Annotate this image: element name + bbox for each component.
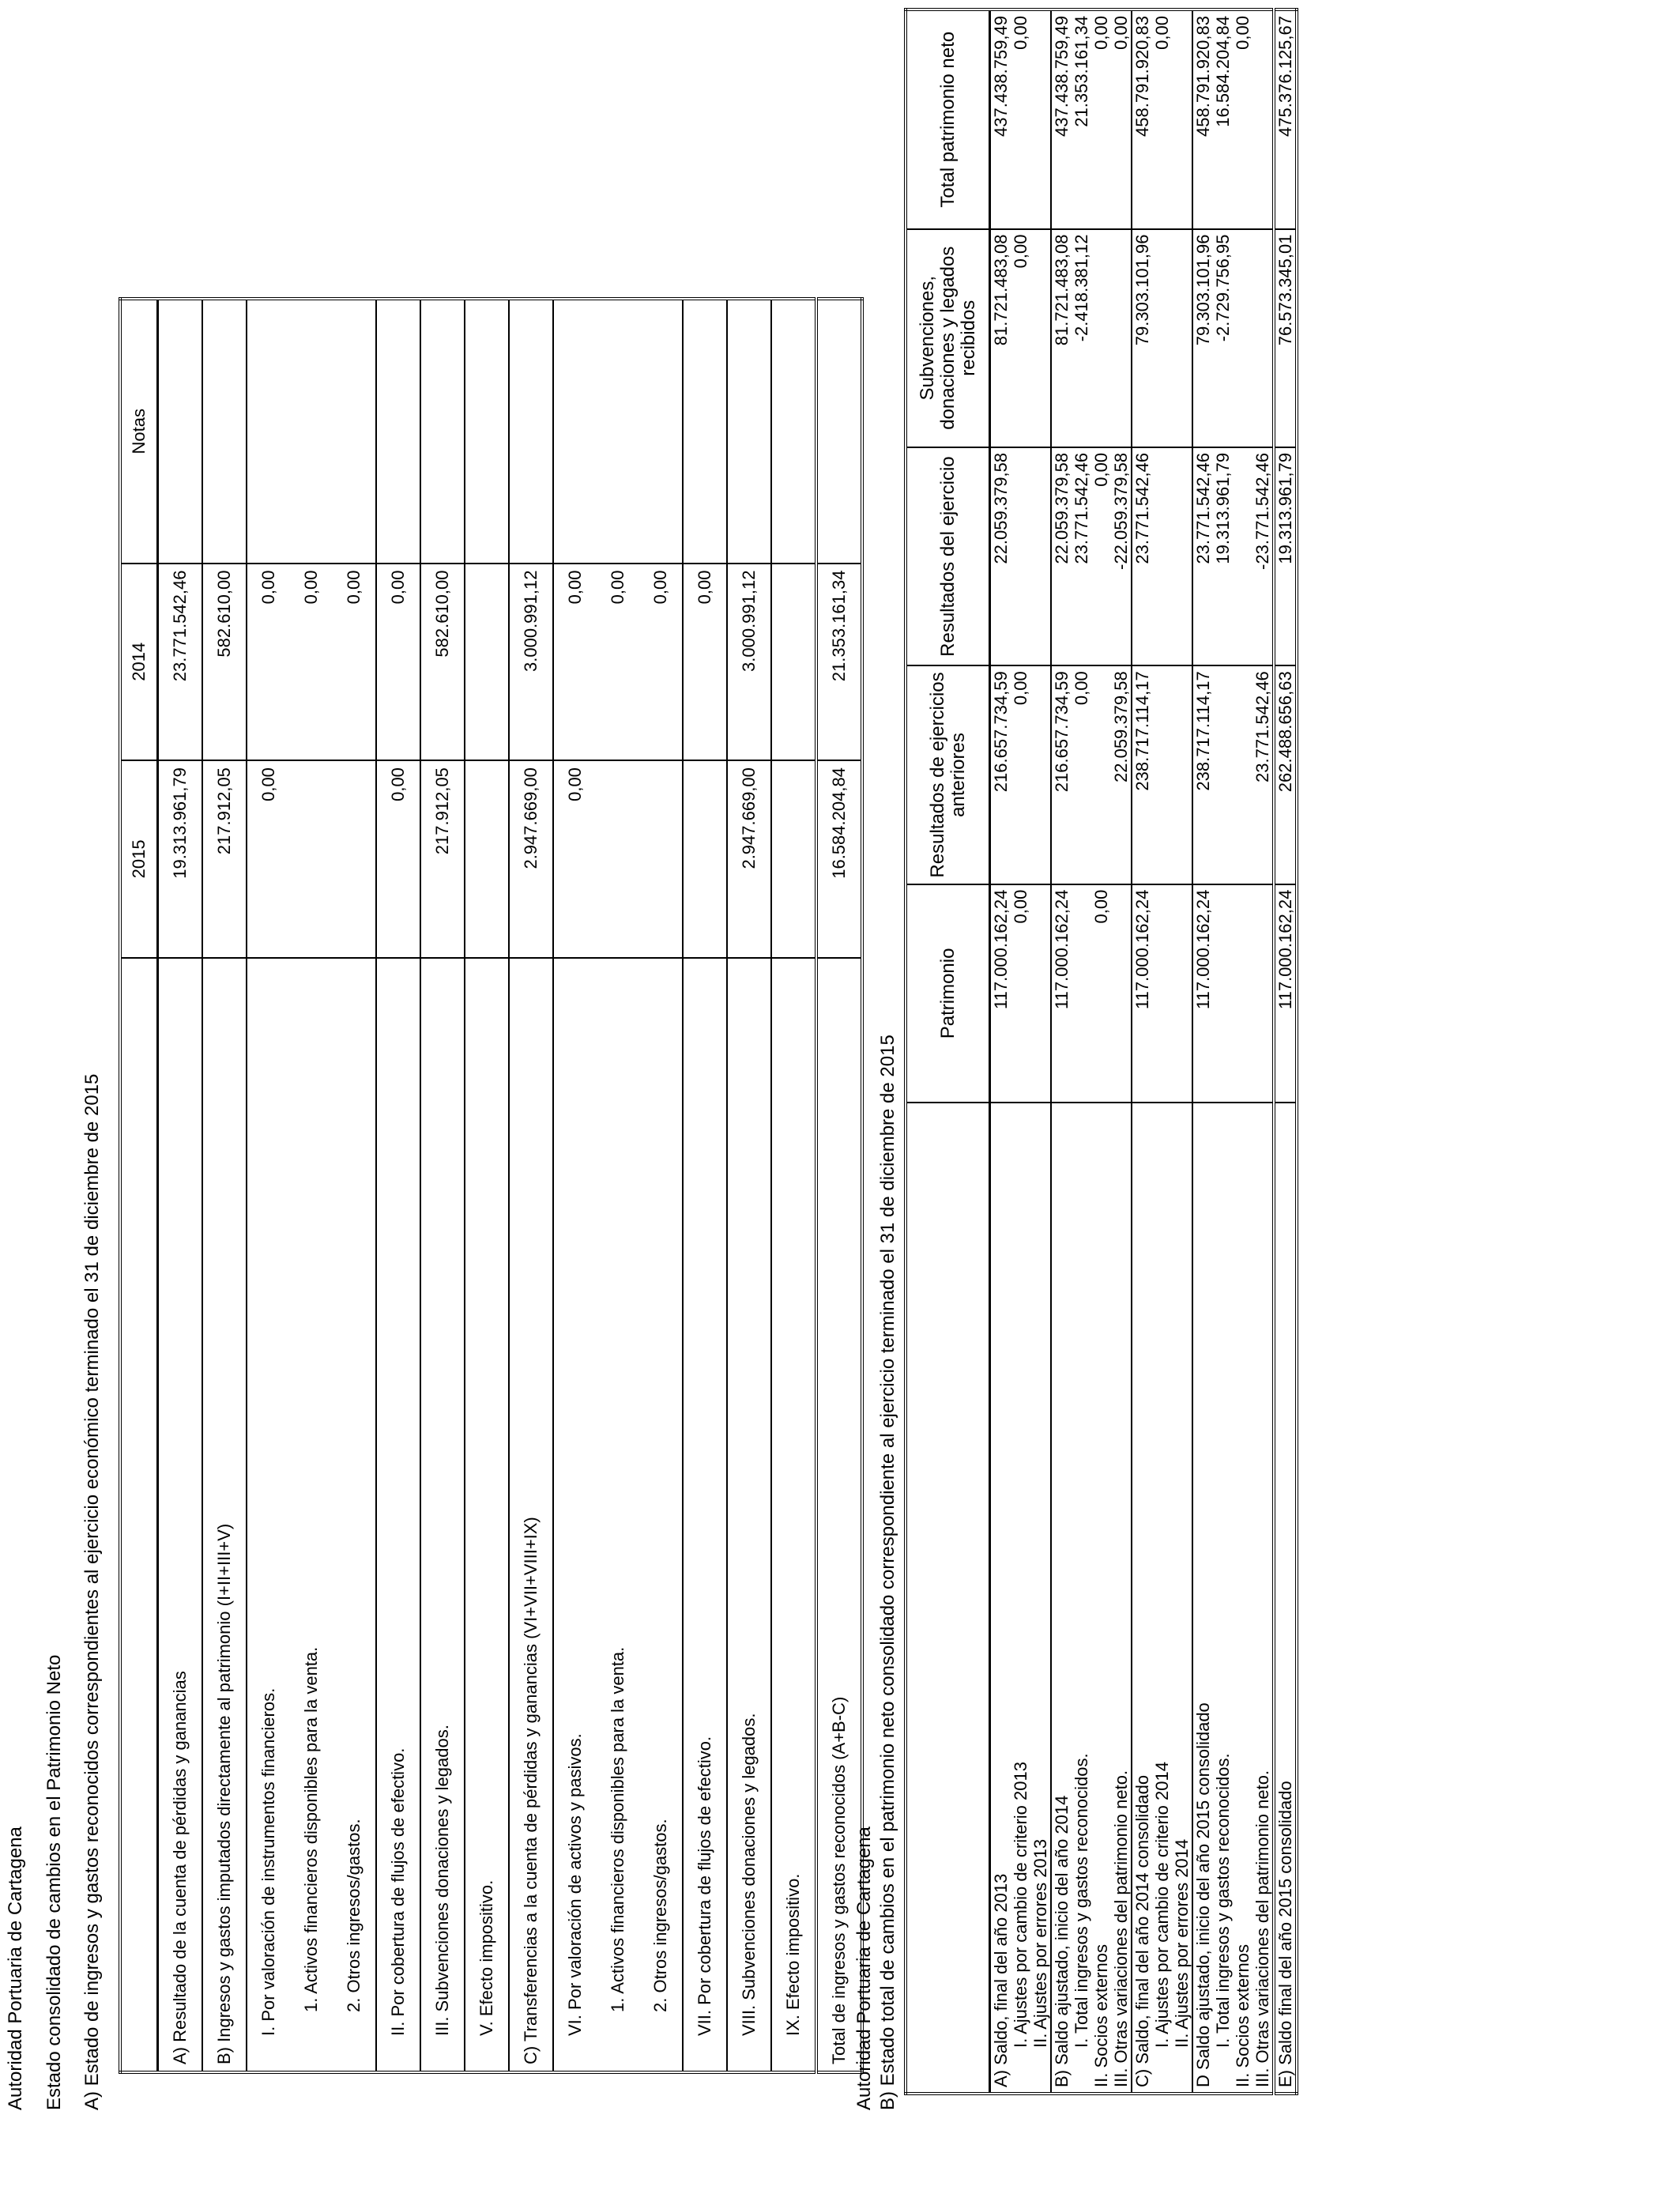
value-2014 (771, 564, 816, 761)
income-expense-table (119, 297, 864, 2074)
cell-value: 437.438.759,49 (1052, 16, 1072, 137)
cell-value (1252, 890, 1272, 1097)
cell-value: 0,00 (1011, 671, 1030, 706)
cell-value (1172, 16, 1192, 224)
value-2014: 0,00 (290, 564, 333, 761)
value-2014: 0,00 (597, 564, 639, 761)
cell-value (1152, 671, 1172, 878)
final-value-4: 76.573.345,01 (1274, 229, 1297, 447)
value-column-4 (1132, 229, 1192, 447)
notes-cell (816, 299, 862, 564)
row-label: III. Otras variaciones del patrimonio neto. (1252, 1770, 1272, 2087)
table-row (509, 299, 553, 2072)
row-label: III. Otras variaciones del patrimonio neto. (1111, 1770, 1131, 2087)
notes-cell (202, 299, 247, 564)
row-label: I. Ajustes por cambio de criterio 2013 (1011, 1762, 1030, 2048)
notes-cell (247, 299, 290, 564)
entity-name-1: Autoridad Portuaria de Cartagena (5, 1826, 26, 2110)
final-value-2: 262.488.656,63 (1274, 665, 1297, 884)
total-row (816, 299, 862, 2072)
cell-value (1030, 671, 1050, 878)
cell-value: 22.059.379,58 (1111, 671, 1131, 782)
table-row (376, 299, 420, 2072)
value-column-2 (1051, 665, 1132, 884)
row-label: VIII. Subvenciones donaciones y legados. (727, 958, 771, 2072)
value-2015: 19.313.961,79 (158, 760, 203, 958)
table-row (465, 299, 509, 2072)
cell-value: 0,00 (1233, 16, 1252, 50)
cell-value (1152, 890, 1172, 1097)
notes-cell (420, 299, 465, 564)
cell-value: -23.771.542,46 (1252, 452, 1272, 570)
cell-value (1252, 235, 1272, 442)
cell-value (1233, 453, 1252, 660)
value-2015: 2.947.669,00 (509, 760, 553, 958)
value-2015: 217.912,05 (202, 760, 247, 958)
cell-value: -22.059.379,58 (1111, 452, 1131, 570)
row-label: II. Ajustes por errores 2014 (1172, 1838, 1192, 2048)
value-2015: 0,00 (247, 760, 290, 958)
report-subtitle-1: A) Estado de ingresos y gastos reconocidos correspondientes al ejercicio económico terminado el 31 de diciembre de 2015 (81, 1073, 103, 2110)
table-row (597, 299, 639, 2072)
value-column-5 (1051, 9, 1132, 229)
table-row (553, 299, 597, 2072)
report-title-1: Estado consolidado de cambios en el Patrimonio Neto (43, 1654, 65, 2110)
value-2015 (639, 760, 683, 958)
row-label: IX. Efecto impositivo. (771, 958, 816, 2072)
cell-value (1030, 453, 1050, 660)
cell-value (1233, 235, 1252, 442)
cell-value: 81.721.483,08 (991, 234, 1011, 346)
table-row-group (990, 9, 1052, 2094)
notes-cell (553, 299, 597, 564)
cell-value (1172, 453, 1192, 660)
value-column-2 (1132, 665, 1192, 884)
value-2015 (771, 760, 816, 958)
table-header-row (906, 9, 990, 2094)
cell-value: 22.059.379,58 (1052, 452, 1072, 564)
row-label: 1. Activos financieros disponibles para la venta. (290, 958, 333, 2072)
table-row (771, 299, 816, 2072)
row-label: II. Socios externos (1233, 1944, 1252, 2087)
total-2014: 21.353.161,34 (816, 564, 862, 761)
value-2015: 2.947.669,00 (727, 760, 771, 958)
cell-value: -2.729.756,95 (1213, 234, 1233, 342)
value-column-1 (1051, 884, 1132, 1103)
header-blank (906, 1103, 990, 2094)
final-balance-row (1274, 9, 1297, 2094)
cell-value: 0,00 (1152, 16, 1172, 50)
cell-value: 458.791.920,83 (1193, 16, 1213, 137)
cell-value (1252, 16, 1272, 224)
cell-value: 0,00 (1011, 889, 1030, 924)
final-value-5: 475.376.125,67 (1274, 9, 1297, 229)
row-label: I. Por valoración de instrumentos financieros. (247, 958, 290, 2072)
row-label: 2. Otros ingresos/gastos. (639, 958, 683, 2072)
cell-value: 216.657.734,59 (1052, 671, 1072, 793)
table-row (202, 299, 247, 2072)
cell-value: 117.000.162,24 (1052, 889, 1072, 1009)
value-column-1 (1132, 884, 1192, 1103)
row-label: II. Ajustes por errores 2013 (1030, 1838, 1050, 2048)
row-labels (990, 1103, 1052, 2094)
cell-value (1030, 890, 1050, 1097)
entity-name-2: Autoridad Portuaria de Cartagena (853, 1826, 875, 2110)
value-2014: 0,00 (639, 564, 683, 761)
header-patrimonio: Patrimonio (906, 884, 990, 1103)
table-body (990, 9, 1298, 2094)
cell-value: 21.353.161,34 (1072, 16, 1091, 127)
cell-value: 23.771.542,46 (1132, 452, 1152, 564)
value-2015 (333, 760, 376, 958)
cell-value (1011, 453, 1030, 660)
table-row (683, 299, 727, 2072)
cell-value (1233, 890, 1252, 1097)
value-2014: 3.000.991,12 (727, 564, 771, 761)
table-row-group (1192, 9, 1274, 2094)
cell-value: 238.717.114,17 (1132, 671, 1152, 791)
table-row-group (1051, 9, 1132, 2094)
cell-value: 117.000.162,24 (1132, 889, 1152, 1009)
cell-value (1233, 671, 1252, 878)
row-label: A) Resultado de la cuenta de pérdidas y ganancias (158, 958, 203, 2072)
cell-value: 437.438.759,49 (991, 16, 1011, 137)
cell-value: 79.303.101,96 (1132, 234, 1152, 346)
notes-cell (509, 299, 553, 564)
cell-value (1172, 671, 1192, 878)
value-column-4 (1192, 229, 1274, 447)
row-label: B) Ingresos y gastos imputados directamente al patrimonio (I+II+III+V) (202, 958, 247, 2072)
cell-value: 22.059.379,58 (991, 452, 1011, 564)
table-row (247, 299, 290, 2072)
cell-value: -2.418.381,12 (1072, 234, 1091, 342)
final-value-1: 117.000.162,24 (1274, 884, 1297, 1103)
value-column-3 (1132, 447, 1192, 665)
value-column-4 (990, 229, 1052, 447)
cell-value: 0,00 (1091, 16, 1111, 50)
row-label: B) Saldo ajustado, inicio del año 2014 (1052, 1795, 1072, 2087)
value-column-2 (1192, 665, 1274, 884)
header-total: Total patrimonio neto (906, 9, 990, 229)
value-2014: 582.610,00 (420, 564, 465, 761)
cell-value: 117.000.162,24 (1193, 889, 1213, 1009)
cell-value: 458.791.920,83 (1132, 16, 1152, 137)
value-column-3 (990, 447, 1052, 665)
row-label: I. Total ingresos y gastos reconocidos. (1072, 1753, 1091, 2048)
total-label: Total de ingresos y gastos reconocidos (A+B-C) (816, 958, 862, 2072)
cell-value: 238.717.114,17 (1193, 671, 1213, 791)
value-2015 (465, 760, 509, 958)
value-column-2 (990, 665, 1052, 884)
cell-value: 23.771.542,46 (1072, 452, 1091, 564)
header-notes: Notas (120, 299, 158, 564)
cell-value: 19.313.961,79 (1213, 452, 1233, 564)
row-labels (1192, 1103, 1274, 2094)
value-column-5 (1192, 9, 1274, 229)
cell-value: 16.584.204,84 (1213, 16, 1233, 127)
cell-value (1213, 671, 1233, 878)
notes-cell (333, 299, 376, 564)
cell-value: 216.657.734,59 (991, 671, 1011, 793)
value-2014: 0,00 (376, 564, 420, 761)
row-label: 2. Otros ingresos/gastos. (333, 958, 376, 2072)
table-row (420, 299, 465, 2072)
header-resultados-ejercicio: Resultados del ejercicio (906, 447, 990, 665)
value-column-5 (990, 9, 1052, 229)
cell-value (1091, 671, 1111, 878)
value-column-5 (1132, 9, 1192, 229)
value-2014: 0,00 (683, 564, 727, 761)
cell-value (1152, 235, 1172, 442)
cell-value (1152, 453, 1172, 660)
row-label: II. Socios externos (1091, 1944, 1111, 2087)
table-row (333, 299, 376, 2072)
row-labels (1132, 1103, 1192, 2094)
row-label: C) Saldo, final del año 2014 consolidado (1132, 1774, 1152, 2087)
value-2015 (597, 760, 639, 958)
row-label: I. Total ingresos y gastos reconocidos. (1213, 1753, 1233, 2048)
value-column-3 (1192, 447, 1274, 665)
cell-value: 0,00 (1011, 16, 1030, 50)
notes-cell (376, 299, 420, 564)
header-2015: 2015 (120, 760, 158, 958)
cell-value: 0,00 (1011, 234, 1030, 269)
cell-value: 0,00 (1111, 16, 1131, 50)
table-header-row (120, 299, 158, 2072)
row-label: VII. Por cobertura de flujos de efectivo. (683, 958, 727, 2072)
cell-value (1213, 890, 1233, 1097)
table-row (727, 299, 771, 2072)
value-2015: 0,00 (376, 760, 420, 958)
value-column-1 (1192, 884, 1274, 1103)
row-labels (1051, 1103, 1132, 2094)
cell-value (1030, 16, 1050, 224)
value-2014: 3.000.991,12 (509, 564, 553, 761)
final-label: E) Saldo final del año 2015 consolidado (1274, 1103, 1297, 2094)
table-row (158, 299, 203, 2072)
header-subvenciones: Subvenciones, donaciones y legados recibidos (906, 229, 990, 447)
value-2014 (465, 564, 509, 761)
notes-cell (683, 299, 727, 564)
header-blank (120, 958, 158, 2072)
notes-cell (639, 299, 683, 564)
row-label: D Saldo ajustado, inicio del año 2015 consolidado (1193, 1702, 1213, 2087)
table-row (290, 299, 333, 2072)
table-row (639, 299, 683, 2072)
notes-cell (465, 299, 509, 564)
value-2014: 0,00 (553, 564, 597, 761)
cell-value: 0,00 (1091, 452, 1111, 487)
value-2014: 582.610,00 (202, 564, 247, 761)
value-column-1 (990, 884, 1052, 1103)
cell-value: 23.771.542,46 (1252, 671, 1272, 782)
value-2015 (683, 760, 727, 958)
cell-value (1111, 235, 1131, 442)
cell-value: 81.721.483,08 (1052, 234, 1072, 346)
row-label: V. Efecto impositivo. (465, 958, 509, 2072)
notes-cell (290, 299, 333, 564)
row-label: A) Saldo, final del año 2013 (991, 1873, 1011, 2087)
cell-value (1091, 235, 1111, 442)
final-value-3: 19.313.961,79 (1274, 447, 1297, 665)
cell-value: 79.303.101,96 (1193, 234, 1213, 346)
row-label: II. Por cobertura de flujos de efectivo. (376, 958, 420, 2072)
cell-value: 0,00 (1091, 889, 1111, 924)
row-label: 1. Activos financieros disponibles para la venta. (597, 958, 639, 2072)
table-row-group (1132, 9, 1192, 2094)
value-2015: 0,00 (553, 760, 597, 958)
cell-value: 0,00 (1072, 671, 1091, 706)
notes-cell (771, 299, 816, 564)
value-2015: 217.912,05 (420, 760, 465, 958)
cell-value (1172, 235, 1192, 442)
row-label: C) Transferencias a la cuenta de pérdidas y ganancias (VI+VII+VIII+IX) (509, 958, 553, 2072)
row-label: III. Subvenciones donaciones y legados. (420, 958, 465, 2072)
equity-changes-table (904, 8, 1298, 2095)
total-2015: 16.584.204,84 (816, 760, 862, 958)
cell-value: 117.000.162,24 (991, 889, 1011, 1009)
value-column-4 (1051, 229, 1132, 447)
cell-value (1030, 235, 1050, 442)
value-2015 (290, 760, 333, 958)
notes-cell (727, 299, 771, 564)
value-2014: 23.771.542,46 (158, 564, 203, 761)
cell-value: 23.771.542,46 (1193, 452, 1213, 564)
cell-value (1172, 890, 1192, 1097)
value-column-3 (1051, 447, 1132, 665)
value-2014: 0,00 (247, 564, 290, 761)
cell-value (1072, 890, 1091, 1097)
header-resultados-anteriores: Resultados de ejercicios anteriores (906, 665, 990, 884)
row-label: I. Ajustes por cambio de criterio 2014 (1152, 1762, 1172, 2048)
notes-cell (158, 299, 203, 564)
cell-value (1111, 890, 1131, 1097)
value-2014: 0,00 (333, 564, 376, 761)
report-title-2: B) Estado total de cambios en el patrimonio neto consolidado correspondiente al ejercicio terminado el 31 de diciembre de 2015 (877, 1035, 898, 2110)
table-body (158, 299, 863, 2072)
row-label: VI. Por valoración de activos y pasivos. (553, 958, 597, 2072)
header-2014: 2014 (120, 564, 158, 761)
notes-cell (597, 299, 639, 564)
